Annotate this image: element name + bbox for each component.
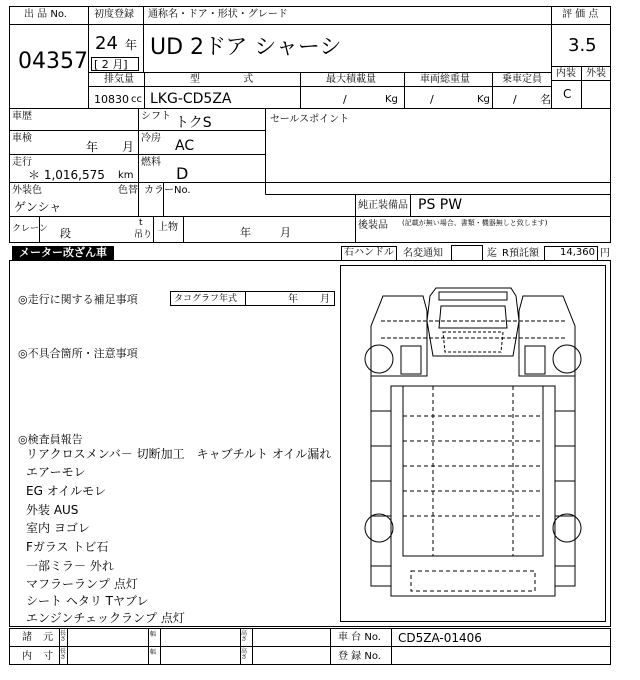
crane-hanging-label: 吊り (134, 230, 153, 240)
inspector-line: エアーモレ (26, 465, 86, 479)
dimensions-label: 諸 元 (22, 632, 54, 643)
mileage-label: 走行 (12, 157, 32, 168)
aftermarket-note: (記載が無い場合、書類・機器無しと致します) (402, 219, 548, 227)
fuel-value: D (176, 164, 189, 183)
genuine-equipment-label: 純正装備品 (358, 200, 408, 211)
ac-label: 冷房 (141, 133, 161, 144)
overall-grade: 3.5 (568, 35, 597, 56)
model-description-label: 通称名・ドア・形状・グレード (148, 9, 288, 20)
name-change-notice-label: 名変通知 (403, 248, 443, 259)
inspector-line: EG オイルモレ (26, 484, 107, 498)
ac-value: AC (175, 138, 195, 154)
inspection-month: 月 (122, 140, 135, 154)
tachograph-month: 月 (320, 294, 330, 305)
yen-unit: 円 (600, 248, 610, 259)
exterior-color-value: ゲンシャ (14, 200, 62, 214)
displacement-label: 排気量 (104, 74, 134, 85)
right-hand-drive-label: 右ハンドル (341, 246, 397, 261)
selling-points-label: セールスポイント (270, 114, 350, 125)
gross-weight-label: 車両総重量 (420, 74, 470, 85)
capacity-separator: / (513, 93, 517, 106)
inspection-year: 年 (86, 140, 99, 154)
inspector-line: エンジンチェックランプ 点灯 (26, 611, 185, 625)
shift-label: シフト (141, 111, 171, 122)
capacity-unit: 名 (540, 93, 551, 106)
displacement-value: 10830 (94, 93, 129, 106)
inspector-line: シート ヘタリ Tヤブレ (26, 594, 149, 608)
chassis-number-label: 車 台 No. (338, 632, 381, 643)
aftermarket-label: 後装品 (358, 220, 388, 231)
shift-value: トクS (175, 115, 212, 131)
crane-stage-unit: 段 (60, 227, 71, 240)
inner-dimensions-label: 内 寸 (22, 651, 54, 662)
capacity-label: 乗車定員 (502, 74, 542, 85)
cc-unit: cc (131, 94, 142, 105)
crane-label: クレーン (12, 224, 48, 234)
inner-length-label: 長さ (60, 648, 67, 661)
upper-body-month: 月 (280, 226, 291, 239)
inspector-line: Fガラス トビ石 (26, 540, 109, 554)
inspector-report-label: ◎検査員報告 (18, 433, 83, 446)
inspector-line: マフラーランプ 点灯 (26, 577, 138, 591)
tachograph-year: 年 (288, 294, 298, 305)
registration-month: [ 2 月] (94, 58, 128, 71)
gross-weight-unit: Kg (477, 94, 490, 105)
fuel-label: 燃料 (141, 157, 161, 168)
tachograph-label: タコグラフ年式 (174, 294, 238, 304)
inspection-label: 車検 (12, 133, 32, 144)
genuine-equipment-value: PS PW (418, 197, 463, 213)
inner-width-label: 幅 (150, 649, 157, 656)
driving-notes-label: ◎走行に関する補足事項 (18, 293, 138, 306)
until-label: 迄 (487, 248, 497, 259)
recycle-deposit-label: R預託額 (502, 248, 539, 259)
width-label: 幅 (150, 631, 157, 638)
color-change-label: 色替 (118, 185, 138, 196)
first-registration-label: 初度登録 (94, 9, 134, 20)
km-unit: km (118, 170, 134, 181)
crane-ton-unit: t (139, 218, 143, 228)
height-label: 高さ (241, 630, 248, 643)
interior-grade: C (563, 87, 572, 101)
interior-grade-label: 内装 (556, 68, 576, 79)
registration-year: 24 (95, 33, 118, 54)
upper-body-year: 年 (240, 226, 251, 239)
model-code: LKG-CD5ZA (150, 91, 232, 107)
vehicle-condition-diagram (341, 266, 605, 621)
grade-label: 評 価 点 (562, 9, 599, 20)
chassis-number: CD5ZA-01406 (398, 631, 482, 645)
model-type-label: 型 式 (190, 74, 254, 85)
year-unit: 年 (125, 38, 138, 52)
name-change-box (451, 245, 483, 261)
lot-number-label: 出 品 No. (24, 9, 67, 20)
mileage-value: ＊ 1,016,575 (28, 168, 105, 182)
recycle-deposit-amount: 14,360 (544, 246, 598, 261)
meter-tamper-badge: メーター改ざん車 (12, 246, 114, 260)
gross-weight-value: / (430, 93, 434, 106)
vehicle-name: UD 2ドア シャーシ (150, 35, 342, 60)
max-load-label: 最大積載量 (326, 74, 376, 85)
exterior-grade-label: 外装 (586, 68, 606, 79)
inspector-line: 外装 AUS (26, 503, 79, 517)
length-label: 長さ (60, 630, 67, 643)
upper-body-label: 上物 (158, 222, 178, 233)
history-label: 車歴 (12, 111, 32, 122)
lot-number: 04357 (18, 49, 88, 74)
inspector-line: 一部ミラ－ 外れ (26, 559, 114, 573)
defects-label: ◎不具合箇所・注意事項 (18, 347, 138, 360)
exterior-color-label: 外装色 (12, 185, 42, 196)
inner-height-label: 高さ (241, 648, 248, 661)
inspector-line: リアクロスメンバ－ 切断加工 キャブチルト オイル漏れ (26, 447, 332, 461)
max-load-unit: Kg (385, 94, 398, 105)
registration-number-label: 登 録 No. (338, 651, 381, 662)
max-load-value: / (343, 93, 347, 106)
inspector-line: 室内 ヨゴレ (26, 521, 90, 535)
color-code-label: カラーNo. (144, 185, 191, 196)
